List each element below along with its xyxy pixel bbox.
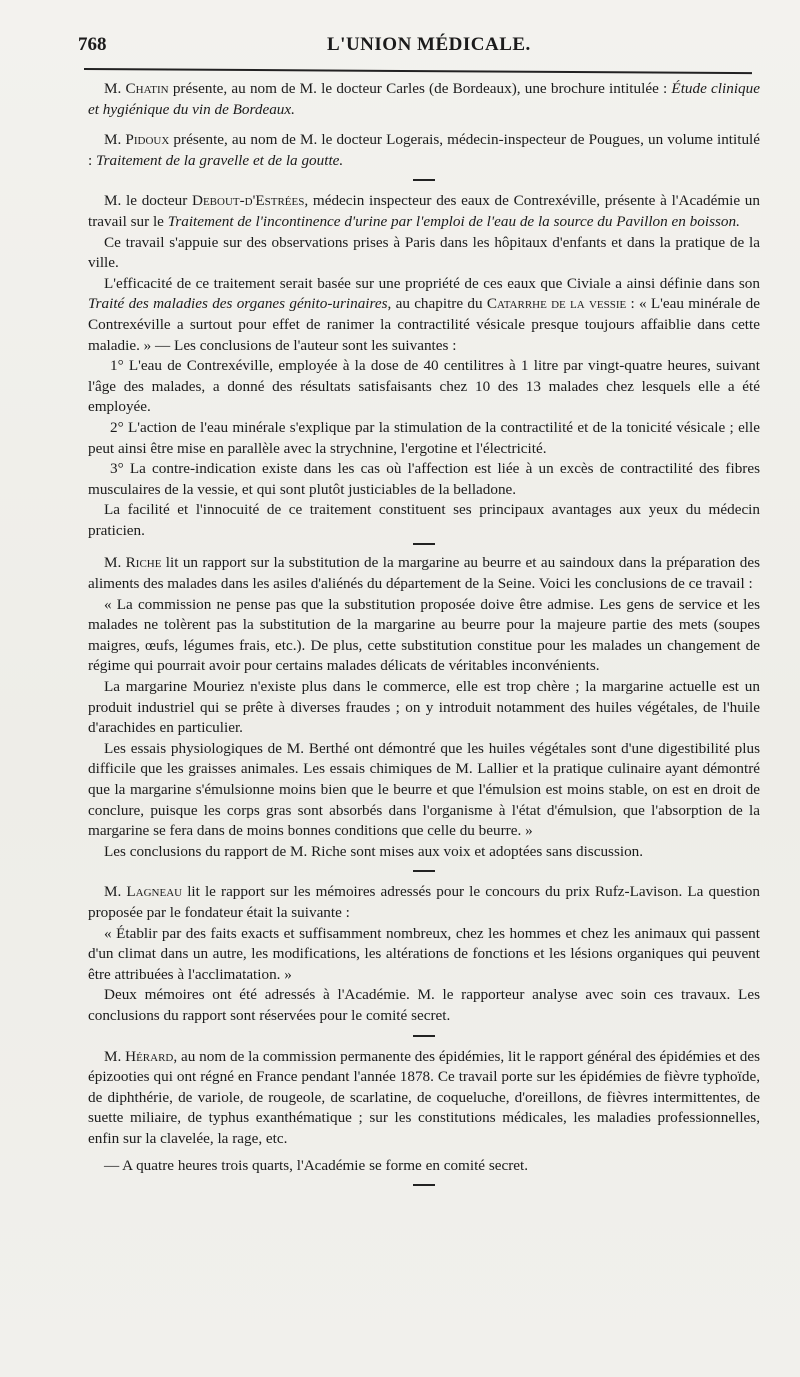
quote-paragraph: « Établir par des faits exacts et suffisamment nombreux, chez les hommes et chez les animaux qui passent d'un climat dans un autre, les modifications, les altérations de fonctions et les lésions organiques qui peuvent être attribuées à l'acclimatation. » (88, 924, 760, 983)
paragraph-civiale: L'efficacité de ce traitement serait basée sur une propriété de ces eaux que Civiale a ainsi définie dans son Traité des maladies des organes génito-urinaires, au chapitre du Catarrhe de la vessie : « L'eau minérale de Contrexéville a surtout pour effet de ranimer la contractilité vésicale presque toujours affaiblie dans cette maladie. » — Les conclusions de l'auteur sont les suivantes : (88, 274, 760, 354)
quote-paragraph: La margarine Mouriez n'existe plus dans le commerce, elle est trop chère ; la margarine actuelle est un produit industriel qui se prête à diverses fraudes ; on y introduit notamment des huiles végétales, de l'huile d'arachides en particulier. (88, 678, 760, 737)
section-separator (413, 870, 435, 872)
paragraph-text: présente, au nom de M. le docteur Logerais, médecin-inspecteur de Pougues, un volume intitulé : (88, 131, 760, 169)
book-title: Traitement de la gravelle et de la goutte. (96, 151, 344, 169)
book-title: Traité des maladies des organes génito-urinaires (88, 295, 388, 313)
speaker-name: M. Hérard (104, 1047, 174, 1065)
work-title: Traitement de l'incontinence d'urine par l'emploi de l'eau de la source du Pavillon en boisson. (167, 212, 740, 230)
paragraph: Les conclusions du rapport de M. Riche sont mises aux voix et adoptées sans discussion. (104, 842, 644, 860)
paragraph: Ce travail s'appuie sur des observations prises à Paris dans les hôpitaux d'enfants et dans la pratique de la ville. (88, 233, 760, 272)
paragraph-riche: M. Riche lit un rapport sur la substitution de la margarine au beurre et au saindoux dans la préparation des aliments des malades dans les asiles d'aliénés du département de la Seine. Voici les conclusions de ce travail : (88, 554, 760, 593)
speaker-name: Debout-d'Estrées (191, 192, 305, 210)
speaker-name: M. Pidoux (104, 131, 170, 149)
conclusion-item-2: 2° L'action de l'eau minérale s'explique par la stimulation de la contractilité et de la tonicité vésicale ; elle peut ainsi être mise en parallèle avec la strychnine, l'ergotine et l'électricité. (88, 418, 760, 457)
article-body (88, 79, 760, 1196)
book-title: Étude clinique et hygiénique du vin de Bordeaux. (88, 80, 760, 118)
speaker-name: M. Lagneau (104, 883, 183, 901)
closing-line: — A quatre heures trois quarts, l'Académie se forme en comité secret. (104, 1156, 529, 1174)
paragraph-lagneau: M. Lagneau lit le rapport sur les mémoires adressés pour le concours du prix Rufz-Lavison. La question proposée par le fondateur était la suivante : (88, 883, 760, 921)
page-header (78, 34, 762, 60)
section-separator (413, 1035, 435, 1037)
paragraph-text: , médecin inspecteur des eaux de Contrexéville, présente à l'Académie un travail sur le (88, 192, 760, 230)
header-rule (84, 68, 752, 74)
section-separator (413, 1184, 435, 1186)
quote-paragraph: « La commission ne pense pas que la substitution proposée doive être admise. Les gens de service et les malades ne tolèrent pas la substitution de la margarine au beurre pour la majeure partie des mets (soupes maigres, œufs, légumes frais, etc.). De plus, cette substitution constitue pour les malades un changement de régime qui pourrait avoir pour certains malades délicats de véritables inconvénients. (88, 595, 760, 675)
quote-paragraph: Les essais physiologiques de M. Berthé ont démontré que les huiles végétales sont d'une digestibilité plus difficile que les graisses animales. Les essais chimiques de M. Lallier et la pratique culinaire ayant démontré que la margarine s'émulsionne moins bien que le beurre et que l'émulsion est moins stable, on est en droit de conclure, puisque les corps gras sont absorbés dans l'organisme à l'état d'émulsion, que l'absorption de la margarine se fera dans de moins bonnes conditions que celle du beurre. » (88, 739, 760, 840)
journal-title: L'UNION MÉDICALE. (327, 34, 531, 55)
paragraph-herard: M. Hérard, au nom de la commission permanente des épidémies, lit le rapport général des épidémies et des épizooties qui ont régné en France pendant l'année 1878. Ce travail porte sur les épidémies de fièvre typhoïde, de diphthérie, de variole, de rougeole, de scarlatine, de coqueluche, d'oreillons, de fièvres intermittentes, de suette miliaire, de typhus exanthématique ; sur les constitutions médicales, les maladies professionnelles, enfin sur la clavelée, la rage, etc. (88, 1047, 760, 1147)
conclusion-item-3: 3° La contre-indication existe dans les cas où l'affection est liée à un excès de contractilité des fibres musculaires de la vessie, et qui sont plutôt justiciables de la belladone. (88, 460, 760, 498)
paragraph-chatin (88, 79, 760, 120)
paragraph-text: présente, au nom de M. le docteur Carles (de Bordeaux), une brochure intitulée : (168, 80, 672, 97)
paragraph: Deux mémoires ont été adressés à l'Académie. M. le rapporteur analyse avec soin ces travaux. Les conclusions du rapport sont réservées pour le comité secret. (88, 986, 760, 1024)
speaker-name: M. Chatin (104, 80, 169, 97)
chapter-title: Catarrhe de la vessie (486, 295, 627, 313)
speaker-name: M. Riche (104, 554, 162, 572)
paragraph: La facilité et l'innocuité de ce traitement constituent ses principaux avantages aux yeux du médecin praticien. (88, 501, 760, 539)
paragraph-debout (88, 191, 760, 232)
section-separator (413, 543, 435, 545)
paragraph-pidoux (88, 130, 760, 171)
section-separator (413, 179, 435, 181)
paragraph-text: M. le docteur (104, 192, 192, 210)
conclusion-item-1: 1° L'eau de Contrexéville, employée à la dose de 40 centilitres à 1 litre par vingt-quatre heures, suivant l'âge des malades, a donné des résultats satisfaisants chez 10 des 13 malades chez lesquels elle a été employée. (88, 357, 760, 416)
page-number: 768 (78, 34, 107, 55)
